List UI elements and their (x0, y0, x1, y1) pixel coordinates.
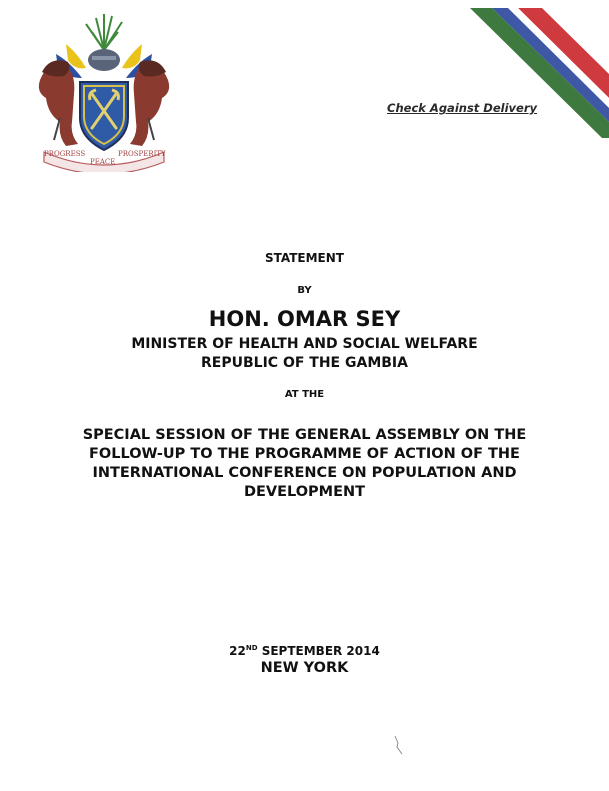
statement-heading: STATEMENT (264, 251, 344, 265)
session-title-line: DEVELOPMENT (243, 484, 366, 500)
session-title-line: INTERNATIONAL CONFERENCE ON POPULATION AND (92, 465, 517, 481)
statement-date (0, 644, 609, 658)
session-title-line: SPECIAL SESSION OF THE GENERAL ASSEMBLY ON THE (82, 427, 527, 443)
motto-progress: PROGRESS (44, 150, 86, 158)
motto-prosperity: PROSPERITY (118, 150, 166, 158)
flag-stripes-icon (470, 8, 609, 138)
check-against-delivery-label: Check Against Delivery (387, 101, 537, 115)
by-label: BY (297, 285, 312, 296)
speaker-title-line: REPUBLIC OF THE GAMBIA (201, 355, 408, 371)
statement-city: NEW YORK (260, 660, 349, 676)
session-title-line: FOLLOW-UP TO THE PROGRAMME OF ACTION OF THE (89, 446, 520, 462)
motto-peace: PEACE (90, 158, 116, 166)
date-day: 22 (229, 644, 246, 658)
speaker-title-line: MINISTER OF HEALTH AND SOCIAL WELFARE (131, 336, 478, 352)
at-the-label: AT THE (284, 389, 325, 400)
date-month-year: SEPTEMBER 2014 (257, 644, 380, 658)
scan-mark-icon (392, 735, 406, 755)
date-ordinal-suffix: ND (245, 644, 258, 652)
speaker-title (0, 335, 609, 373)
coat-of-arms-icon (26, 10, 182, 172)
session-title (0, 426, 609, 502)
speaker-name: HON. OMAR SEY (208, 307, 401, 331)
